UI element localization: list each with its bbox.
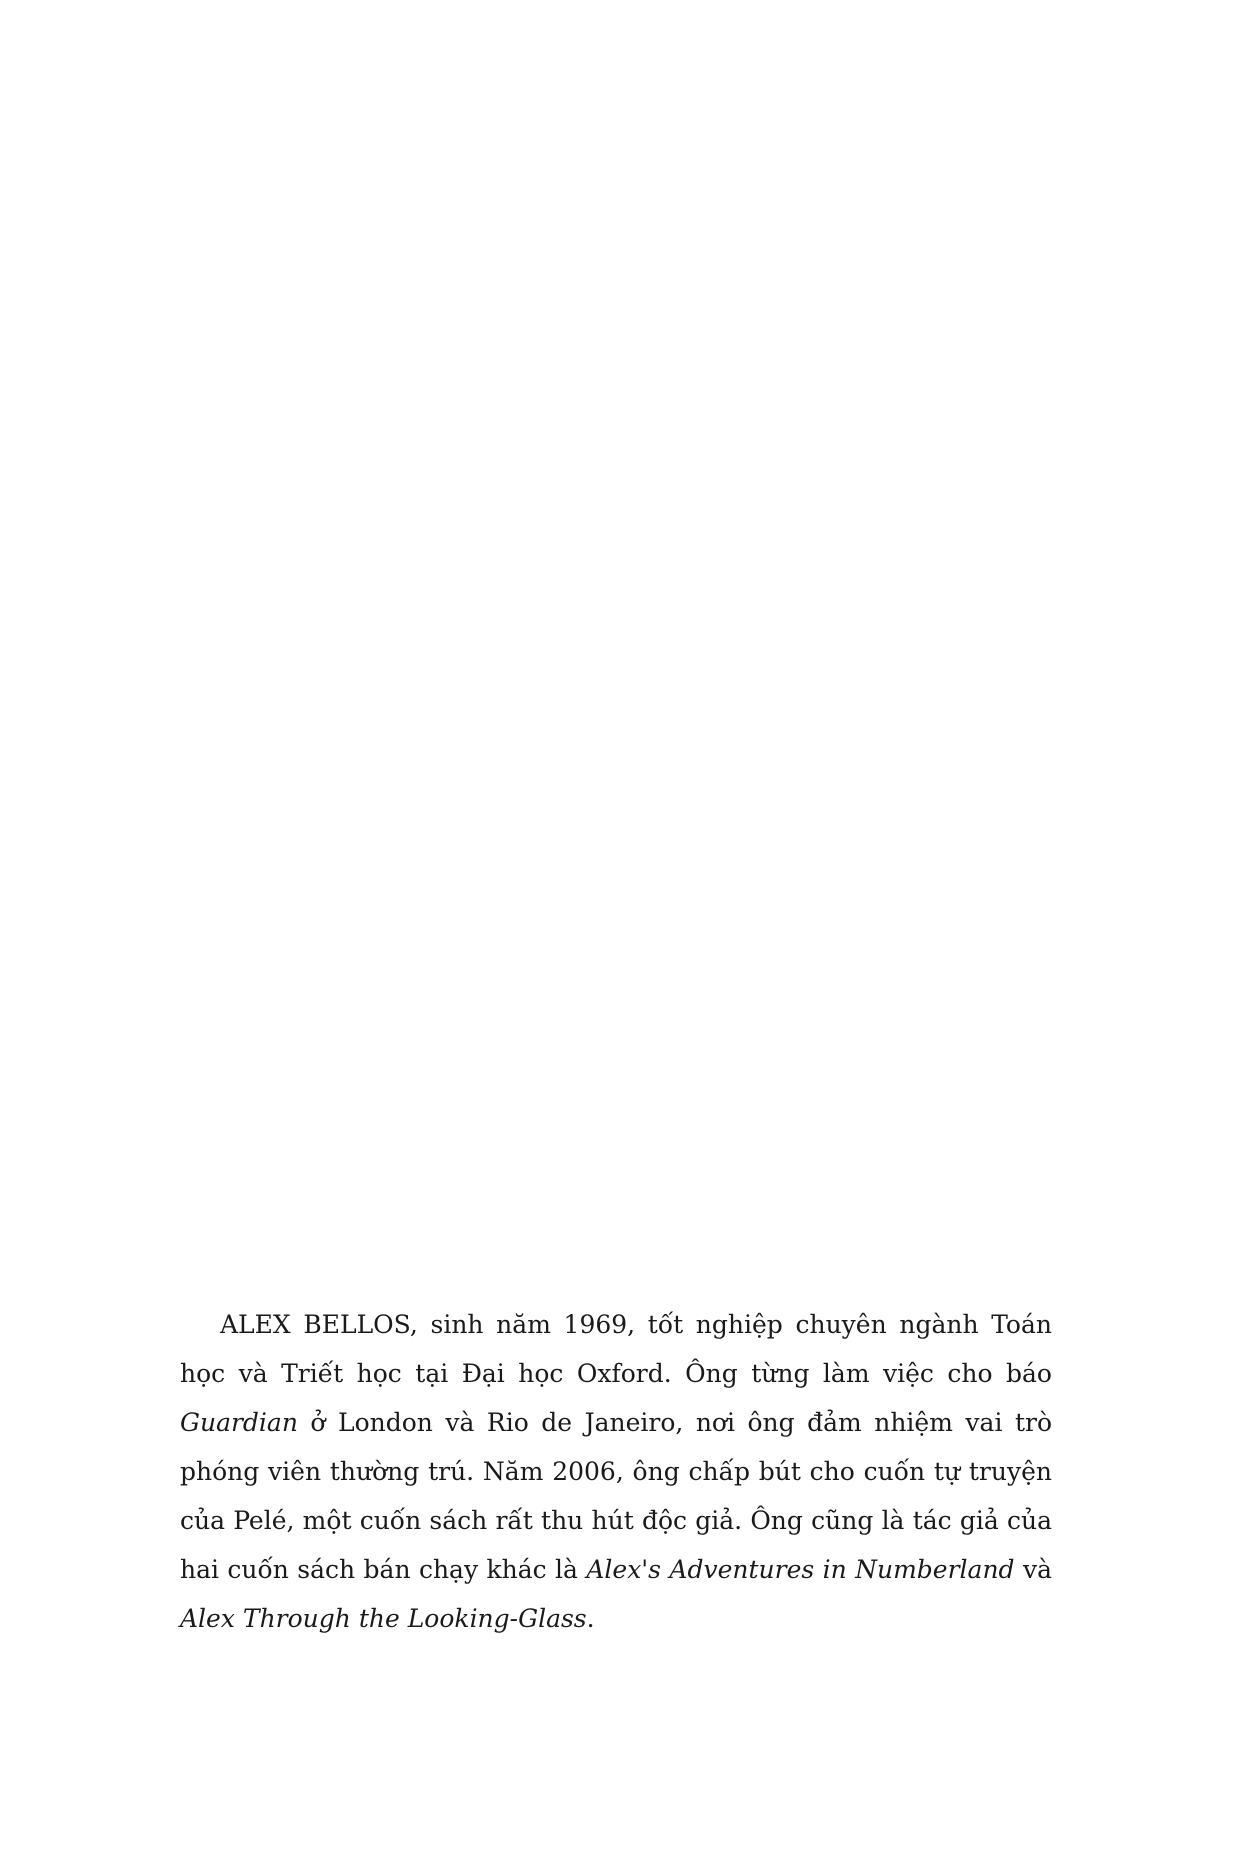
bio-text-part-1: ALEX BELLOS, sinh năm 1969, tốt nghiệp chuyên ngành Toán học và Triết học tại Đại học Oxford. Ông từng làm việc cho báo [180, 1310, 1052, 1388]
author-bio-paragraph [180, 1300, 1052, 1643]
book-title-numberland: Alex's Adventures in Numberland [586, 1555, 1015, 1584]
bio-connector: và [1014, 1555, 1052, 1584]
bio-end-punctuation: . [586, 1604, 595, 1633]
book-title-looking-glass: Alex Through the Looking-Glass [180, 1604, 587, 1633]
bio-text-part-2: ở London và Rio de Janeiro, nơi ông đảm nhiệm vai trò phóng viên thường trú. Năm 2006, ông chấp bút cho cuốn tự truyện của Pelé, một cuốn sách rất thu hút độc giả. Ông cũng là tác giả của hai cuốn sách bán chạy khác là [180, 1408, 1052, 1584]
newspaper-title: Guardian [180, 1408, 298, 1437]
